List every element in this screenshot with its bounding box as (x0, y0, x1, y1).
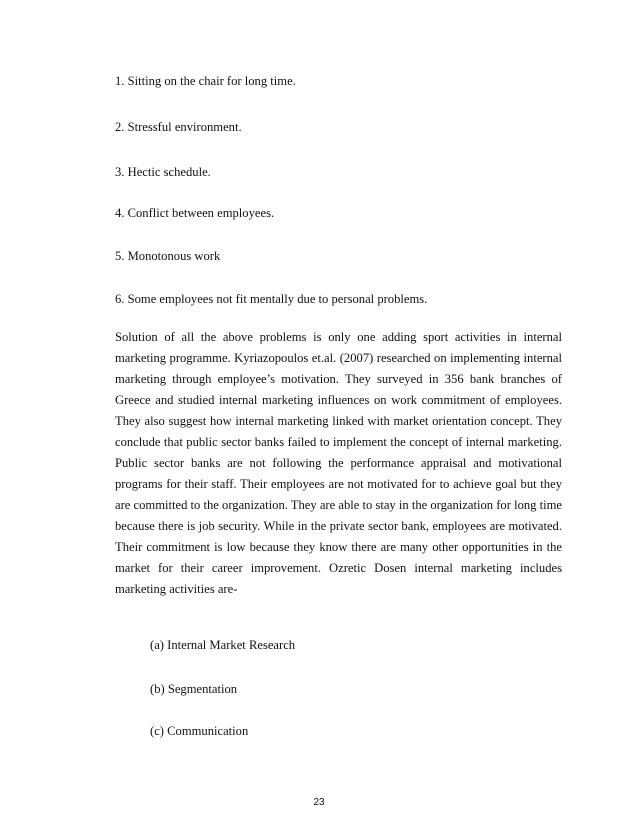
paragraph-line: Their commitment is low because they know there are many other opportunities in the (115, 540, 562, 554)
paragraph-line: marketing programme. Kyriazopoulos et.al. (2007) researched on implementing internal (115, 351, 562, 365)
paragraph-line: They also suggest how internal marketing linked with market orientation concept. They (115, 414, 562, 428)
list-item-monotonous: 5. Monotonous work (115, 249, 221, 263)
paragraph-line: marketing activities are- (115, 582, 238, 596)
activity-item-segmentation: (b) Segmentation (150, 682, 238, 696)
paragraph-line: conclude that public sector banks failed to implement the concept of internal marketing. (115, 435, 562, 449)
paragraph-line: Public sector banks are not following the performance appraisal and motivational (115, 456, 562, 470)
list-item-personal-problems: 6. Some employees not fit mentally due to personal problems. (115, 292, 428, 306)
list-item-hectic: 3. Hectic schedule. (115, 165, 211, 179)
paragraph-line: Solution of all the above problems is only one adding sport activities in internal (115, 330, 562, 344)
paragraph-line: marketing through employee’s motivation. They surveyed in 356 bank branches of (115, 372, 562, 386)
paragraph-line: market for their career improvement. Ozretic Dosen internal marketing includes (115, 561, 562, 575)
list-item-conflict: 4. Conflict between employees. (115, 206, 275, 220)
paragraph-line: because there is job security. While in the private sector bank, employees are motivated. (115, 519, 562, 533)
activity-item-internal-market-research: (a) Internal Market Research (150, 638, 296, 652)
paragraph-line: Greece and studied internal marketing influences on work commitment of employees. (115, 393, 562, 407)
activity-item-communication: (c) Communication (150, 724, 249, 738)
list-item-sitting: 1. Sitting on the chair for long time. (115, 74, 296, 88)
page-number: 23 (313, 797, 325, 808)
list-item-stressful: 2. Stressful environment. (115, 120, 242, 134)
paragraph-line: programs for their staff. Their employees are not motivated for to achieve goal but they (115, 477, 562, 491)
paragraph-line: are committed to the organization. They are able to stay in the organization for long time (115, 498, 562, 512)
body-paragraph (115, 327, 562, 600)
